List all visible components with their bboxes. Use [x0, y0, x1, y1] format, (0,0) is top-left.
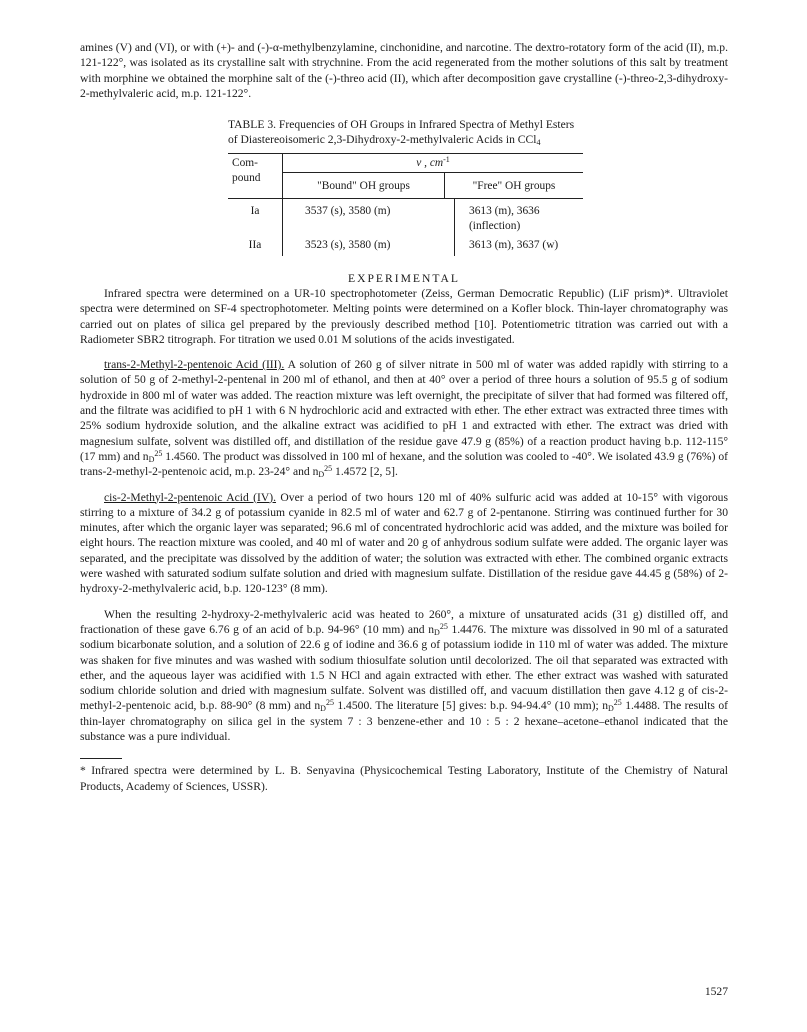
cis-acid-title: cis-2-Methyl-2-pentenoic Acid (IV). — [104, 490, 277, 504]
cis-acid-paragraph — [80, 490, 728, 597]
page-number: 1527 — [704, 985, 728, 998]
table-row — [228, 198, 583, 236]
col-subheaders — [283, 173, 583, 197]
row-free: 3613 (m), 3636 (inflection) — [455, 198, 584, 236]
refractive-index-superscript: 25 — [324, 464, 333, 474]
trans-text-2: 1.4560. The product was dissolved in 100 ml of hexane, and the solution was cooled to -40°. We isolated 43.9 g (76%) of trans-2-methyl-2-pentenoic acid, m.p. 23-24° and n — [80, 449, 728, 479]
row-bound: 3523 (s), 3580 (m) — [283, 236, 455, 255]
row-compound: Ia — [250, 204, 260, 217]
oh-frequency-table — [228, 153, 583, 255]
trans-text-3: 1.4572 [2, 5]. — [332, 465, 398, 479]
experimental-paragraph: Infrared spectra were determined on a UR-10 spectrophotometer (Zeiss, German Democratic Republic) (LiF prism)*. Ultraviolet spectra were determined on SF-4 spectrophotometer. Melting points were determined on a Kofler block. Thin-layer chromatography was carried out on plates of silica gel prepared by the previously described method [10]. Potentiometric titration was carried out with a Radiometer SBR2 titrograph. For titration we used 0.01 M solutions of the acids investigated. — [80, 286, 728, 346]
cis-text: Over a period of two hours 120 ml of 40% sulfuric acid was added at 10-15° with vigorous stirring to a mixture of 34.2 g of potassium cyanide in 82.5 ml of water and 62.7 g of 2-pentanone. Stirring was continued further for 30 minutes, after which the organic layer was separated; 96.6 ml of concentrated hydrochloric acid was added, and the mixture was boiled for eight hours. The reaction mixture was cooled, and 40 ml of water and 20 g of anhydrous sodium sulfate were added. The organic layer was separated, and the precipitate was dissolved by the addition of water; the solution was extracted with ether. The combined organic extracts were washed with saturated sodium sulfate solution and dried with magnesium sulfate. Distillation of the residue gave 44.45 g (58%) of 2-hydroxy-2-methylvaleric acid, b.p. 120-123° (8 mm). — [80, 490, 728, 596]
refractive-index-subscript: D — [148, 454, 155, 464]
when-text-3: 1.4500. The literature [5] gives: b.p. 94-94.4° (10 mm); n — [333, 699, 608, 713]
col-nu-group — [283, 154, 584, 199]
trans-acid-title: trans-2-Methyl-2-pentenoic Acid (III). — [104, 358, 285, 372]
col-nu-superscript: -1 — [443, 155, 450, 165]
refractive-index-subscript: D — [320, 704, 326, 714]
col-compound-header — [228, 154, 283, 199]
refractive-index-superscript: 25 — [325, 698, 334, 708]
when-text-1: When the resulting 2-hydroxy-2-methylvaleric acid was heated to 260°, a mixture of unsaturated acids (31 g) distilled off, and fractionation of these gave 6.76 g of an acid of b.p. 94-96° (10 mm) and n — [80, 607, 728, 636]
footnote: * Infrared spectra were determined by L. B. Senyavina (Physicochemical Testing Laboratory, Institute of the Chemistry of Natural Products, Academy of Sciences, USSR). — [80, 764, 728, 793]
when-text-4: 1.4488. The results of thin-layer chromatography on silica gel in the system 7 : 3 benzene-ether and 10 : 5 : 2 hexane–acetone–ethanol indicated that the substance was a pure individual. — [80, 699, 729, 743]
trans-acid-paragraph — [80, 357, 728, 479]
table-3 — [228, 117, 583, 255]
col-bound-header: "Bound" OH groups — [317, 180, 410, 193]
document-page — [80, 40, 728, 794]
refractive-index-subscript: D — [318, 470, 325, 480]
table-caption-subscript: 4 — [536, 138, 541, 148]
distillation-paragraph — [80, 607, 728, 745]
trans-text-1: A solution of 260 g of silver nitrate in 500 ml of water was added rapidly with stirring to a solution of 50 g of 2-methyl-2-pentenal in 200 ml of ethanol, and then at 40° over a period of three hours a solution of 95.5 g of sodium hydroxide in 800 ml of water was added. The reaction mixture was left overnight, the precipitate of silver that had formed was filtered off, and the filtrate was acidified to pH 1 with 6 N hydrochloric acid and extracted with ether. The ether extract was extracted three times with 25% sodium hydroxide solution, and the alkaline extract was acidified to pH 1 and extracted with ether. The extract was dried with magnesium sulfate, solvent was distilled off, and distillation of the residue gave 47.9 g (85%) of a reaction product having b.p. 112-115° (17 mm) and n — [80, 358, 729, 463]
col-free-header: "Free" OH groups — [444, 173, 583, 197]
refractive-index-subscript: D — [608, 704, 614, 714]
col-nu-text: ν , cm — [416, 157, 444, 170]
col-nu-header — [283, 154, 583, 173]
when-text-2: 1.4476. The mixture was dissolved in 90 ml of a saturated sodium bicarbonate solution, and a solution of 22.6 g of iodine and 36.6 g of potassium iodide in 110 ml of water was added. The mixture was shaken for five minutes and was washed with sodium thiosulfate solution until decolorized. The oil that separated was extracted with ether, and the aqueous layer was acidified with 1.5 N HCl and again extracted with ether. The ether extract was washed with saturated sodium chloride solution and dried with magnesium sulfate. Solvent was distilled off, and vacuum distillation then gave 4.12 g of cis-2-methyl-2-pentenoic acid, b.p. 88-90° (8 mm) and n — [80, 622, 728, 713]
refractive-index-superscript: 25 — [439, 621, 448, 631]
refractive-index-subscript: D — [434, 627, 440, 637]
col-compound-line2: pound — [232, 172, 261, 185]
experimental-heading: EXPERIMENTAL — [348, 271, 460, 285]
row-bound: 3537 (s), 3580 (m) — [283, 198, 455, 236]
table-row — [228, 236, 583, 255]
intro-paragraph: amines (V) and (VI), or with (+)- and (-)-α-methylbenzylamine, cinchonidine, and narcotine. The dextro-rotatory form of the acid (II), m.p. 121-122°, was isolated as its crystalline salt with strychnine. From the acid regenerated from the mother solutions of this salt by treatment with morphine we obtained the morphine salt of the (-)-threo acid (II), which after decomposition gave crystalline (-)-threo-2,3-dihydroxy-2-methylvaleric acid, m.p. 121-122°. — [80, 41, 728, 100]
row-compound: IIa — [248, 239, 262, 252]
refractive-index-superscript: 25 — [154, 448, 163, 458]
footnote-divider — [80, 758, 122, 759]
table-header-row — [228, 154, 583, 199]
table-caption-text: TABLE 3. Frequencies of OH Groups in Infrared Spectra of Methyl Esters of Diastereoisomeric 2,3-Dihydroxy-2-methylvaleric Acids in CCl — [228, 118, 575, 147]
col-compound-line1: Com- — [232, 157, 258, 170]
refractive-index-superscript: 25 — [613, 698, 622, 708]
row-free: 3613 (m), 3637 (w) — [455, 236, 584, 255]
table-caption — [228, 117, 583, 147]
